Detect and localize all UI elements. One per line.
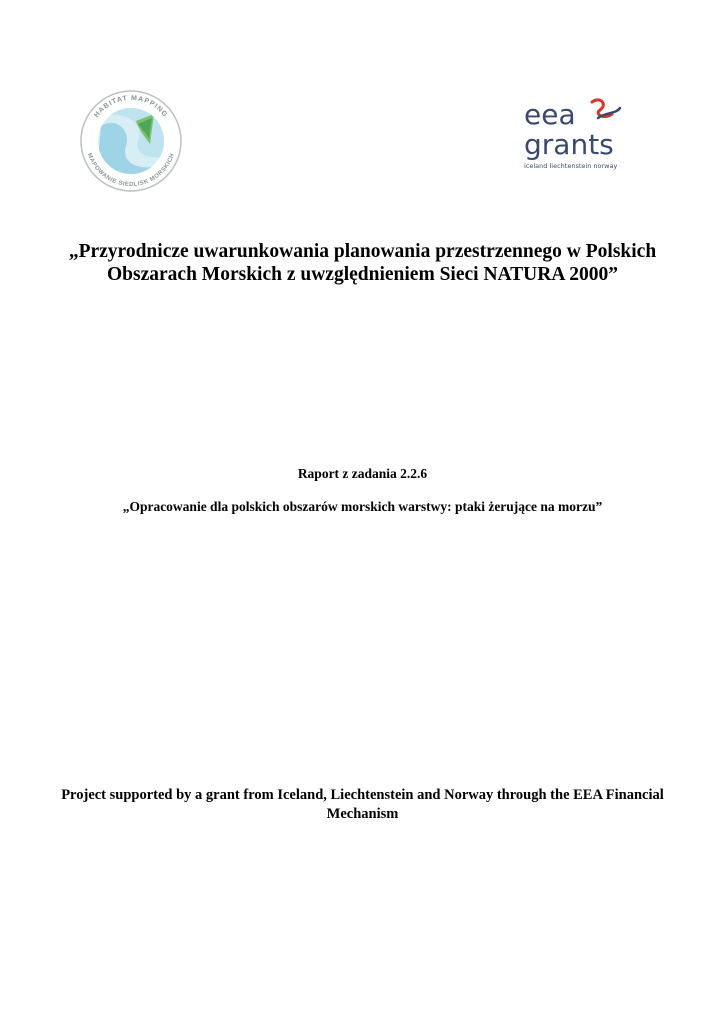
report-subtitle: „Opracowanie dla polskich obszarów morskich warstwy: ptaki żerujące na morzu” <box>122 499 603 514</box>
funding-statement: Project supported by a grant from Iceland, Liechtenstein and Norway through the EEA Financial Mechanism <box>61 787 664 822</box>
eea-logo-word-eea: eea <box>524 98 576 131</box>
report-number: Raport z zadania 2.2.6 <box>297 466 428 481</box>
habitat-mapping-logo <box>76 86 186 196</box>
eea-logo-tagline: iceland liechtenstein norway <box>524 162 618 170</box>
habitat-logo-bottom-text: MAPOWANIE SIEDLISK MORSKICH <box>85 152 177 189</box>
eea-grants-logo <box>520 92 628 178</box>
document-title: „Przyrodnicze uwarunkowania planowania przestrzennego w Polskich Obszarach Morskich z uwzględnieniem Sieci NATURA 2000” <box>68 241 657 285</box>
habitat-logo-top-text: HABITAT MAPPING <box>93 94 169 120</box>
eea-logo-word-grants: grants <box>524 128 614 161</box>
